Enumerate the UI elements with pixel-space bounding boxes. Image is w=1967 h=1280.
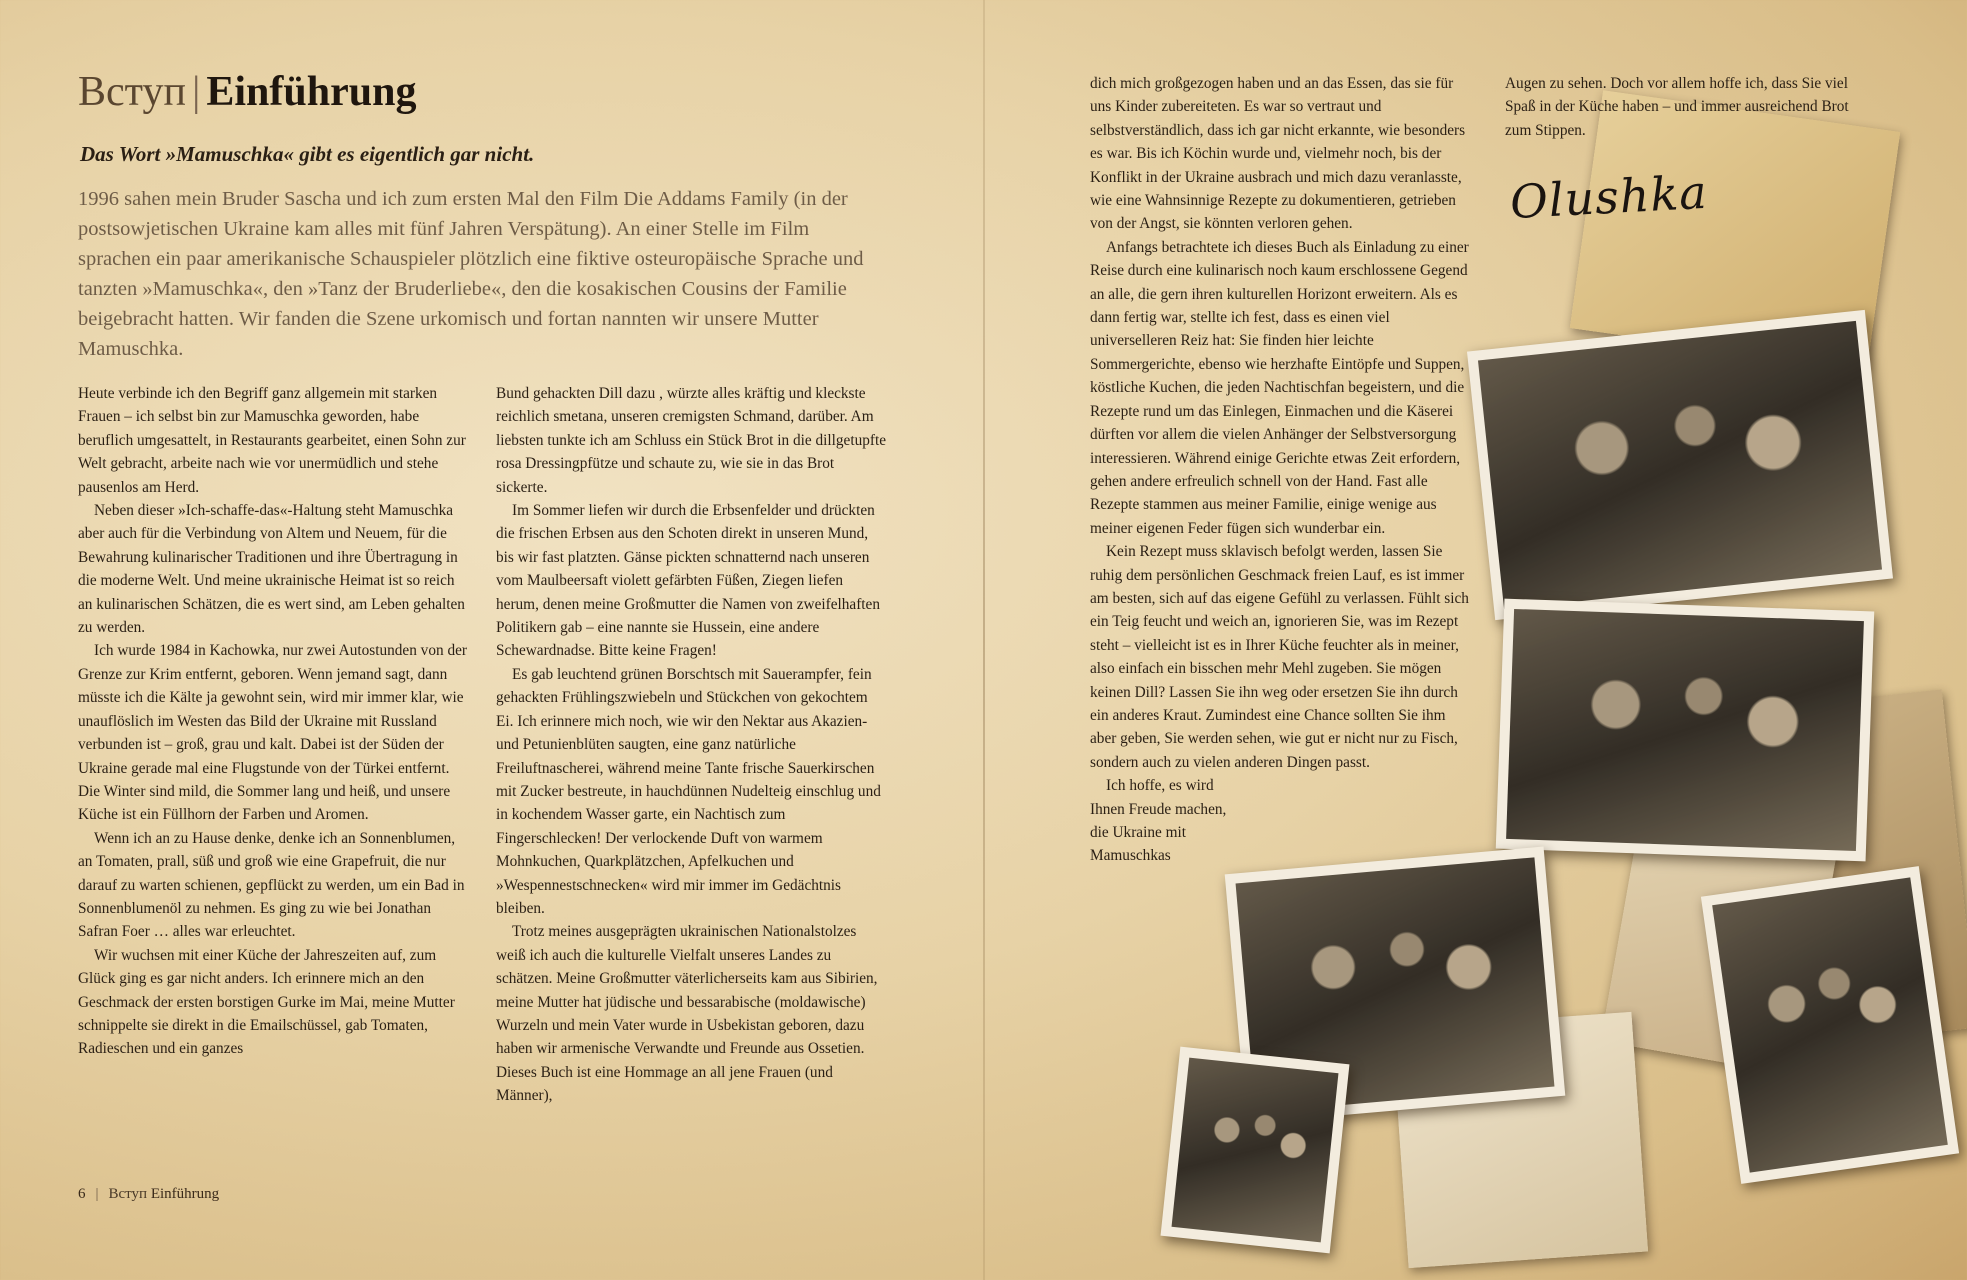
text-column-1 [78,382,468,1061]
text-column-4 [1505,72,1875,142]
paragraph: Augen zu sehen. Doch vor allem hoffe ich, dass Sie viel Spaß in der Küche haben – und immer ausreichend Brot zum Stippen. [1505,75,1849,139]
page-number: 6 [78,1186,86,1202]
paragraph: Heute verbinde ich den Begriff ganz allgemein mit starken Frauen – ich selbst bin zur Mamuschka geworden, habe beruflich umgesattelt, in Restaurants gearbeitet, einen Sohn zur Welt gebracht, arbeite nach wie vor unermüdlich und stehe pausenlos am Herd. [78,385,466,496]
text-column-2 [496,382,886,1108]
paragraph: Ich wurde 1984 in Kachowka, nur zwei Autostunden von der Grenze zur Krim entfernt, geboren. Wenn jemand sagt, dann müsste ich die Kälte ja gewohnt sein, wird mir immer klar, wie unauflöslich im Westen das Bild der Ukraine mit Russland verbunden ist – groß, grau und kalt. Dabei ist der Süden der Ukraine gerade mal eine Flugstunde von der Türkei entfernt. Die Winter sind mild, die Sommer lang und heiß, und unsere Küche ist ein Füllhorn der Farben und Aromen. [78,642,467,824]
paragraph: Trotz meines ausgeprägten ukrainischen Nationalstolzes weiß ich auch die kulturelle Vielfalt unseres Landes zu schätzen. Meine Großmutter väterlicherseits kam aus Sibirien, meine Mutter hat jüdische und bessarabische (moldawische) Wurzeln und mein Vater wurde in Usbekistan geboren, dazu haben wir armenische Verwandte und Freunde aus Ossetien. Dieses Buch ist eine Hommage an all jene Frauen (und Männer), [496,923,878,1105]
title-separator: | [191,69,201,115]
paragraph: Bund gehackten Dill dazu , würzte alles kräftig und kleckste reichlich smetana, unseren cremigsten Schmand, darüber. Am liebsten tunkte ich am Schluss ein Stück Brot in die dillgetupfte rosa Dressingpfütze und schaute zu, wie sie in das Brot sickerte. [496,385,887,496]
title-german: Einführung [206,69,417,115]
family-photo-4 [1701,866,1959,1184]
family-photo-1 [1467,310,1893,620]
paragraph: Im Sommer liefen wir durch die Erbsenfelder und drückten die frischen Erbsen aus den Schoten direkt in unseren Mund, bis wir fast platzten. Gänse pickten schnatternd nach unseren vom Maulbeersaft violett gefärbten Füßen, Ziegen liefen herum, denen meine Großmutter die Namen von zweifelhaften Politikern gab – eine nannte sie Hussein, eine andere Schewardnadse. Bitte keine Fragen! [496,502,880,660]
paragraph: dich mich großgezogen haben und an das Essen, das sie für uns Kinder zubereiteten. Es war so vertraut und selbstverständlich, dass ich gar nicht erkannte, wie besonders es war. Bis ich Köchin wurde und, vielmehr noch, bis der Konflikt in der Ukraine ausbrach und mich dazu veranlasste, wie eine Wahnsinnige Rezepte zu dokumentieren, getrieben von der Angst, sie könnten verloren gehen. [1090,75,1466,233]
paragraph: Wenn ich an zu Hause denke, denke ich an Sonnenblumen, an Tomaten, prall, süß und groß wie eine Grapefruit, die nur darauf zu warten schienen, gepflückt zu werden, um ein Bad in Sonnenblumenöl zu nehmen. Es ging zu wie bei Jonathan Safran Foer … alles war erleuchtet. [78,829,465,941]
paragraph: Es gab leuchtend grünen Borschtsch mit Sauerampfer, fein gehackten Frühlingszwiebeln und Stückchen von gekochtem Ei. Ich erinnere mich noch, wie wir den Nektar aus Akazien- und Petunienblüten saugten, eine ganz natürliche Freiluftnascherei, während meine Tante frische Sauerkirschen mit Zucker bestreute, in hauchdünnen Nudelteig einschlug und in kochendem Wasser garte, ein Nachtisch zum Fingerschlecken! Der verlockende Duft von warmem Mohnkuchen, Quarkplätzchen, Apfelkuchen und »Wespennestschnecken« wird mir immer im Gedächtnis bleiben. [496,665,881,917]
paragraph: Neben dieser »Ich-schaffe-das«-Haltung steht Mamuschka aber auch für die Verbindung von Altem und Neuem, für die Bewahrung kulinarischer Traditionen und ihre Übertragung in die moderne Welt. Und meine ukrainische Heimat ist so reich an kulinarischen Schätzen, die es wert sind, am Leben gehalten zu werden. [78,502,465,637]
paragraph: Anfangs betrachtete ich dieses Buch als Einladung zu einer Reise durch eine kulinarisch noch kaum erschlossene Gegend an alle, die gern ihren kulturellen Horizont erweitern. Als es dann fertig war, stellte ich fest, dass es einen viel universelleren Reiz hat: Sie finden hier leichte Sommergerichte, ebenso wie herzhafte Eintöpfe und Suppen, köstliche Kuchen, die jeden Nachtischfan begeistern, und die Rezepte rund um das Einlegen, Einmachen und die Käserei dürften vor allem die vielen Anhänger der Selbstversorgung interessieren. Während einige Gerichte etwas Zeit erfordern, gehen andere erfreulich schnell von der Hand. Fast alle Rezepte stammen aus meiner Familie, einige wenige aus meiner eigenen Feder fügen sich wunderbar ein. [1090,238,1469,537]
lead-paragraph: 1996 sahen mein Bruder Sascha und ich zum ersten Mal den Film Die Addams Family (in der postsowjetischen Ukraine kam alles mit fünf Jahren Verspätung). An einer Stelle im Film sprachen ein paar amerikanische Schauspieler plötzlich eine fiktive osteuropäische Sprache und tanzten »Mamuschka«, den »Tanz der Bruderliebe«, den die kosakischen Cousins der Familie beigebracht hatten. Wir fanden die Szene urkomisch und fortan nannten wir unsere Mutter Mamuschka. [78,188,864,360]
family-photo-5 [1161,1047,1350,1254]
paragraph: Kein Rezept muss sklavisch befolgt werden, lassen Sie ruhig dem persönlichen Geschmack freien Lauf, es ist immer am besten, sich auf das eigene Gefühl zu verlassen. Fühlt sich ein Teig feucht und weich an, ignorieren Sie, was im Rezept steht – vielleicht ist es in Ihrer Küche feuchter als in meiner, also einfach ein bisschen mehr Mehl zugeben. Sie mögen keinen Dill? Lassen Sie ihn weg oder ersetzen Sie ihn durch ein anderes Kraut. Zumindest eine Chance sollten Sie ihm aber geben, Sie werden sehen, wie gut er nicht nur zu Fisch, sondern auch zu vielen anderen Dingen passt. [1090,543,1469,771]
signature: Olushka [1508,164,1709,230]
family-photo-2 [1496,599,1874,862]
subtitle: Das Wort »Mamuschka« gibt es eigentlich gar nicht. [80,142,535,166]
page-title [78,68,416,116]
page-footer [78,1186,219,1203]
paragraph: Ich hoffe, es wird Ihnen Freude machen, die Ukraine mit Mamuschkas [1090,777,1227,865]
spread-fold [983,0,985,1280]
title-cyrillic: Вступ [78,69,186,115]
footer-cyrillic: Вступ [108,1186,148,1202]
text-column-3 [1090,72,1475,868]
paragraph: Wir wuchsen mit einer Küche der Jahreszeiten auf, zum Glück ging es gar nicht anders. Ich erinnere mich an den Geschmack der ersten borstigen Gurke im Mai, meine Mutter schnippelte sie direkt in die Emailschüssel, gab Tomaten, Radieschen und ein ganzes [78,946,455,1058]
footer-separator: | [95,1186,99,1202]
footer-german: Einführung [150,1186,220,1202]
